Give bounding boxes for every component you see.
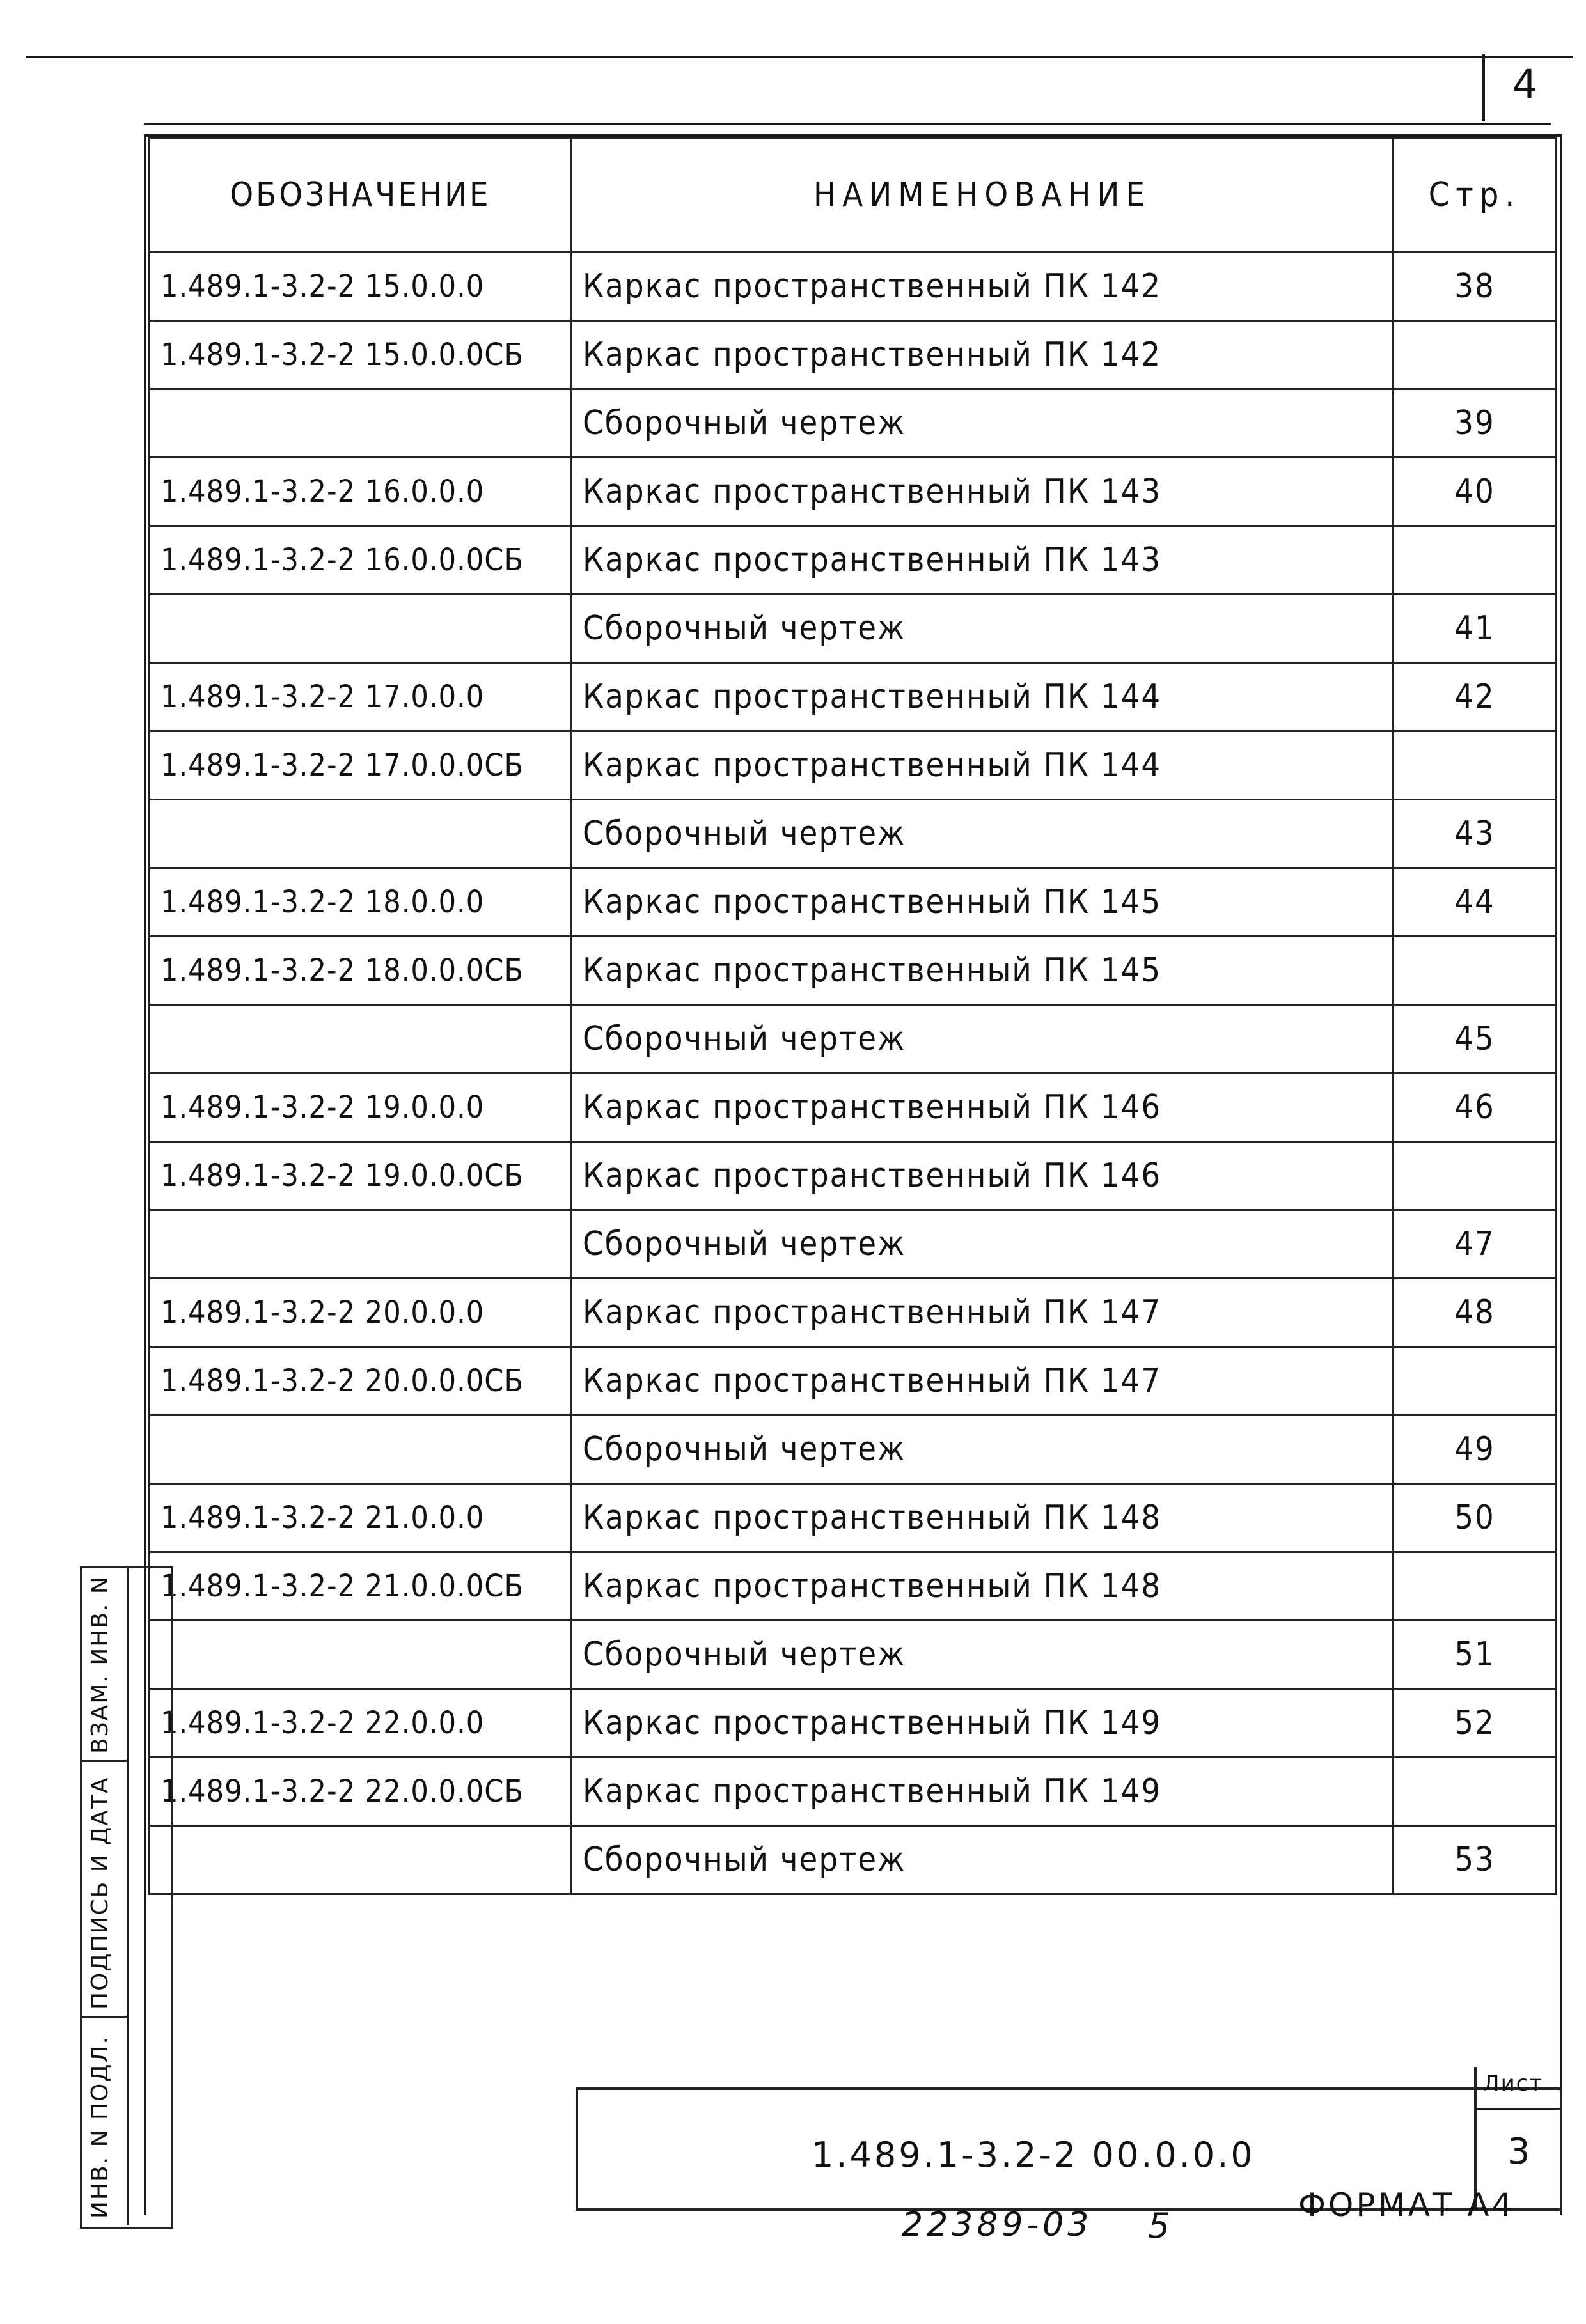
row-designation: 1.489.1-3.2-2 22.0.0.0СБ bbox=[150, 1758, 572, 1826]
table-row bbox=[150, 389, 1557, 458]
table-row bbox=[150, 1826, 1557, 1894]
row-designation bbox=[150, 1005, 572, 1073]
row-designation: 1.489.1-3.2-2 21.0.0.0СБ bbox=[150, 1552, 572, 1621]
row-page bbox=[1394, 1142, 1557, 1210]
row-name: Сборочный чертеж bbox=[572, 1621, 1394, 1689]
row-name: Каркас пространственный ПК 146 bbox=[572, 1142, 1394, 1210]
title-block-code: 1.489.1-3.2-2 00.0.0.0 bbox=[812, 2135, 1255, 2175]
table-row bbox=[150, 1142, 1557, 1210]
table-row bbox=[150, 1758, 1557, 1826]
row-name: Сборочный чертеж bbox=[572, 1826, 1394, 1894]
sheet-label: Лист bbox=[1483, 2071, 1544, 2096]
row-name: Каркас пространственный ПК 148 bbox=[572, 1552, 1394, 1621]
row-name: Каркас пространственный ПК 143 bbox=[572, 526, 1394, 595]
row-name: Каркас пространственный ПК 149 bbox=[572, 1689, 1394, 1758]
row-page bbox=[1394, 937, 1557, 1005]
table-row bbox=[150, 1415, 1557, 1484]
table-row bbox=[150, 937, 1557, 1005]
row-designation bbox=[150, 1415, 572, 1484]
side-label-inv-original: ИНВ. N ПОДЛ. bbox=[87, 2035, 113, 2219]
row-page: 51 bbox=[1394, 1621, 1557, 1689]
row-name: Каркас пространственный ПК 147 bbox=[572, 1347, 1394, 1415]
row-name: Каркас пространственный ПК 142 bbox=[572, 253, 1394, 321]
side-stamp-divider bbox=[127, 1568, 129, 2225]
side-cell-inv-replacement bbox=[82, 1568, 127, 1762]
row-designation: 1.489.1-3.2-2 17.0.0.0 bbox=[150, 663, 572, 731]
specification-table bbox=[148, 137, 1557, 1895]
table-row bbox=[150, 1484, 1557, 1552]
table-row bbox=[150, 663, 1557, 731]
row-page: 48 bbox=[1394, 1279, 1557, 1347]
row-designation: 1.489.1-3.2-2 18.0.0.0СБ bbox=[150, 937, 572, 1005]
row-designation bbox=[150, 1210, 572, 1279]
header-page: Стр. bbox=[1394, 138, 1557, 253]
row-designation: 1.489.1-3.2-2 20.0.0.0 bbox=[150, 1279, 572, 1347]
row-name: Каркас пространственный ПК 144 bbox=[572, 731, 1394, 800]
side-label-inv-replacement: ВЗАМ. ИНВ. N bbox=[87, 1575, 113, 1754]
row-name: Каркас пространственный ПК 148 bbox=[572, 1484, 1394, 1552]
row-name: Каркас пространственный ПК 144 bbox=[572, 663, 1394, 731]
sheet-box-divider bbox=[1477, 2108, 1560, 2110]
table-body bbox=[150, 253, 1557, 1894]
footer-sheet-number: 5 bbox=[1148, 2206, 1170, 2246]
row-designation bbox=[150, 389, 572, 458]
row-name: Каркас пространственный ПК 146 bbox=[572, 1073, 1394, 1142]
top-rule-inner bbox=[144, 123, 1551, 125]
row-designation bbox=[150, 1621, 572, 1689]
row-name: Сборочный чертеж bbox=[572, 800, 1394, 868]
row-page: 41 bbox=[1394, 595, 1557, 663]
row-name: Сборочный чертеж bbox=[572, 595, 1394, 663]
table-row bbox=[150, 868, 1557, 937]
row-designation: 1.489.1-3.2-2 17.0.0.0СБ bbox=[150, 731, 572, 800]
row-name: Каркас пространственный ПК 143 bbox=[572, 458, 1394, 526]
table-row bbox=[150, 595, 1557, 663]
row-designation bbox=[150, 800, 572, 868]
row-designation: 1.489.1-3.2-2 15.0.0.0СБ bbox=[150, 321, 572, 389]
side-label-signature: ПОДПИСЬ И ДАТА bbox=[87, 1776, 113, 2009]
inventory-number: 22389-03 bbox=[902, 2206, 1093, 2244]
side-cell-inv-original bbox=[82, 2016, 127, 2225]
table-row bbox=[150, 1689, 1557, 1758]
side-cell-signature bbox=[82, 1760, 127, 2018]
row-designation bbox=[150, 1826, 572, 1894]
row-designation bbox=[150, 595, 572, 663]
table-row bbox=[150, 731, 1557, 800]
format-label: ФОРМАТ А4 bbox=[1298, 2187, 1515, 2224]
row-designation: 1.489.1-3.2-2 21.0.0.0 bbox=[150, 1484, 572, 1552]
table-row bbox=[150, 526, 1557, 595]
row-name: Сборочный чертеж bbox=[572, 1415, 1394, 1484]
row-page: 44 bbox=[1394, 868, 1557, 937]
row-designation: 1.489.1-3.2-2 20.0.0.0СБ bbox=[150, 1347, 572, 1415]
side-stamp bbox=[80, 1566, 173, 2229]
table-row bbox=[150, 321, 1557, 389]
row-page: 45 bbox=[1394, 1005, 1557, 1073]
table-row bbox=[150, 1347, 1557, 1415]
row-page bbox=[1394, 1552, 1557, 1621]
table-row bbox=[150, 1073, 1557, 1142]
row-name: Каркас пространственный ПК 145 bbox=[572, 868, 1394, 937]
row-designation: 1.489.1-3.2-2 19.0.0.0 bbox=[150, 1073, 572, 1142]
row-name: Сборочный чертеж bbox=[572, 1210, 1394, 1279]
row-page bbox=[1394, 526, 1557, 595]
row-page: 46 bbox=[1394, 1073, 1557, 1142]
row-page: 38 bbox=[1394, 253, 1557, 321]
table-header-row bbox=[150, 138, 1557, 253]
row-designation: 1.489.1-3.2-2 22.0.0.0 bbox=[150, 1689, 572, 1758]
page-number: 4 bbox=[1512, 61, 1538, 107]
table-row bbox=[150, 800, 1557, 868]
row-page: 42 bbox=[1394, 663, 1557, 731]
table-row bbox=[150, 1552, 1557, 1621]
row-page: 50 bbox=[1394, 1484, 1557, 1552]
row-page bbox=[1394, 321, 1557, 389]
row-designation: 1.489.1-3.2-2 19.0.0.0СБ bbox=[150, 1142, 572, 1210]
row-name: Каркас пространственный ПК 149 bbox=[572, 1758, 1394, 1826]
top-rule bbox=[26, 56, 1573, 58]
sheet-number: 3 bbox=[1507, 2131, 1530, 2172]
row-page: 43 bbox=[1394, 800, 1557, 868]
table-row bbox=[150, 458, 1557, 526]
row-name: Каркас пространственный ПК 145 bbox=[572, 937, 1394, 1005]
row-designation: 1.489.1-3.2-2 16.0.0.0 bbox=[150, 458, 572, 526]
table-row bbox=[150, 1005, 1557, 1073]
header-name: НАИМЕНОВАНИЕ bbox=[572, 138, 1394, 253]
table-row bbox=[150, 1279, 1557, 1347]
row-page: 52 bbox=[1394, 1689, 1557, 1758]
row-page: 39 bbox=[1394, 389, 1557, 458]
row-page: 47 bbox=[1394, 1210, 1557, 1279]
row-designation: 1.489.1-3.2-2 15.0.0.0 bbox=[150, 253, 572, 321]
table-row bbox=[150, 1210, 1557, 1279]
page-number-divider bbox=[1482, 54, 1485, 121]
table-row bbox=[150, 1621, 1557, 1689]
table-row bbox=[150, 253, 1557, 321]
row-page bbox=[1394, 731, 1557, 800]
header-designation: ОБОЗНАЧЕНИЕ bbox=[150, 138, 572, 253]
row-page bbox=[1394, 1347, 1557, 1415]
row-designation: 1.489.1-3.2-2 16.0.0.0СБ bbox=[150, 526, 572, 595]
row-name: Каркас пространственный ПК 147 bbox=[572, 1279, 1394, 1347]
row-name: Каркас пространственный ПК 142 bbox=[572, 321, 1394, 389]
row-page: 40 bbox=[1394, 458, 1557, 526]
row-page: 53 bbox=[1394, 1826, 1557, 1894]
row-name: Сборочный чертеж bbox=[572, 1005, 1394, 1073]
row-name: Сборочный чертеж bbox=[572, 389, 1394, 458]
row-page bbox=[1394, 1758, 1557, 1826]
row-page: 49 bbox=[1394, 1415, 1557, 1484]
row-designation: 1.489.1-3.2-2 18.0.0.0 bbox=[150, 868, 572, 937]
